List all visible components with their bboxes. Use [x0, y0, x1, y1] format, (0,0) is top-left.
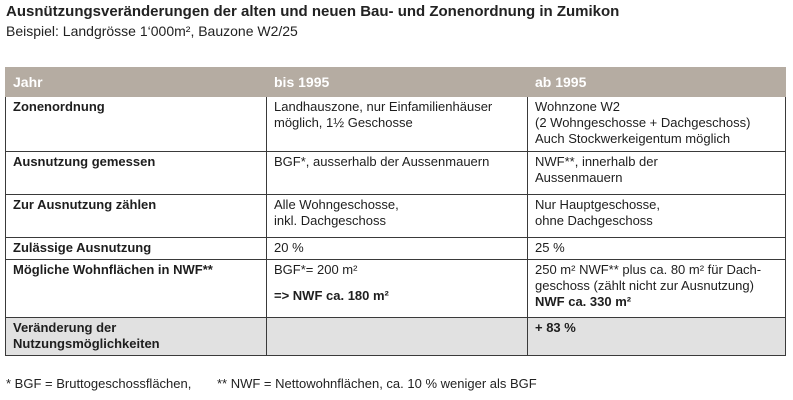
footnote-nwf: ** NWF = Nettowohnflächen, ca. 10 % weniger als BGF [216, 376, 537, 391]
cell-line: Alle Wohngeschosse, [274, 197, 399, 212]
cell-new [528, 195, 786, 238]
row-label: Zonenordnung [6, 97, 267, 152]
cell-line: Landhauszone, nur Einfamilienhäuser [274, 99, 493, 114]
page-title: Ausnützungsveränderungen der alten und neuen Bau- und Zonenordnung in Zumikon [6, 3, 620, 20]
cell-line-bold: NWF ca. 330 m² [535, 294, 632, 309]
footer-old [267, 318, 528, 356]
cell-line: BGF*, ausserhalb der Aussenmauern [274, 154, 490, 169]
cell-line: ohne Dachgeschoss [535, 213, 653, 228]
cell-line: 250 m² NWF** plus ca. 80 m² für Dach- [535, 262, 762, 277]
table-row [6, 195, 786, 238]
cell-line: 25 % [535, 240, 565, 255]
row-label: Mögliche Wohnflächen in NWF** [6, 260, 267, 318]
cell-old [267, 195, 528, 238]
cell-line: Nur Hauptgeschosse, [535, 197, 661, 212]
header-after-1995: ab 1995 [528, 68, 786, 97]
cell-new [528, 152, 786, 195]
table-row [6, 152, 786, 195]
cell-line: Aussenmauern [535, 170, 623, 185]
row-label: Zur Ausnutzung zählen [6, 195, 267, 238]
cell-old [267, 260, 528, 318]
cell-line: 20 % [274, 240, 304, 255]
cell-old [267, 97, 528, 152]
footnote-bgf: * BGF = Bruttogeschossflächen, [6, 376, 192, 391]
cell-old [267, 152, 528, 195]
table-header-row [6, 68, 786, 97]
cell-new [528, 260, 786, 318]
cell-old [267, 238, 528, 260]
cell-line: möglich, 1½ Geschosse [274, 115, 413, 130]
cell-line: NWF**, innerhalb der [535, 154, 658, 169]
cell-line: Auch Stockwerkeigentum möglich [535, 131, 731, 146]
footer-label-line: Veränderung der [13, 320, 117, 335]
header-year: Jahr [6, 68, 267, 97]
cell-new [528, 238, 786, 260]
header-before-1995: bis 1995 [267, 68, 528, 97]
footer-new: + 83 % [528, 318, 786, 356]
cell-line: Wohnzone W2 [535, 99, 621, 114]
cell-new [528, 97, 786, 152]
cell-line: BGF*= 200 m² [274, 262, 358, 277]
table-row [6, 238, 786, 260]
row-label: Zulässige Ausnutzung [6, 238, 267, 260]
row-label: Ausnutzung gemessen [6, 152, 267, 195]
cell-line: (2 Wohngeschosse + Dachgeschoss) [535, 115, 751, 130]
cell-line: geschoss (zählt nicht zur Ausnutzung) [535, 278, 754, 293]
cell-line-bold: => NWF ca. 180 m² [274, 288, 389, 303]
table-row [6, 97, 786, 152]
page-subtitle: Beispiel: Landgrösse 1‘000m², Bauzone W2/25 [6, 23, 298, 39]
comparison-table [5, 67, 786, 356]
footer-label-line: Nutzungsmöglichkeiten [13, 336, 160, 351]
footer-label [6, 318, 267, 356]
cell-line: inkl. Dachgeschoss [274, 213, 386, 228]
footnotes [6, 376, 537, 391]
table-footer-row [6, 318, 786, 356]
table-row [6, 260, 786, 318]
